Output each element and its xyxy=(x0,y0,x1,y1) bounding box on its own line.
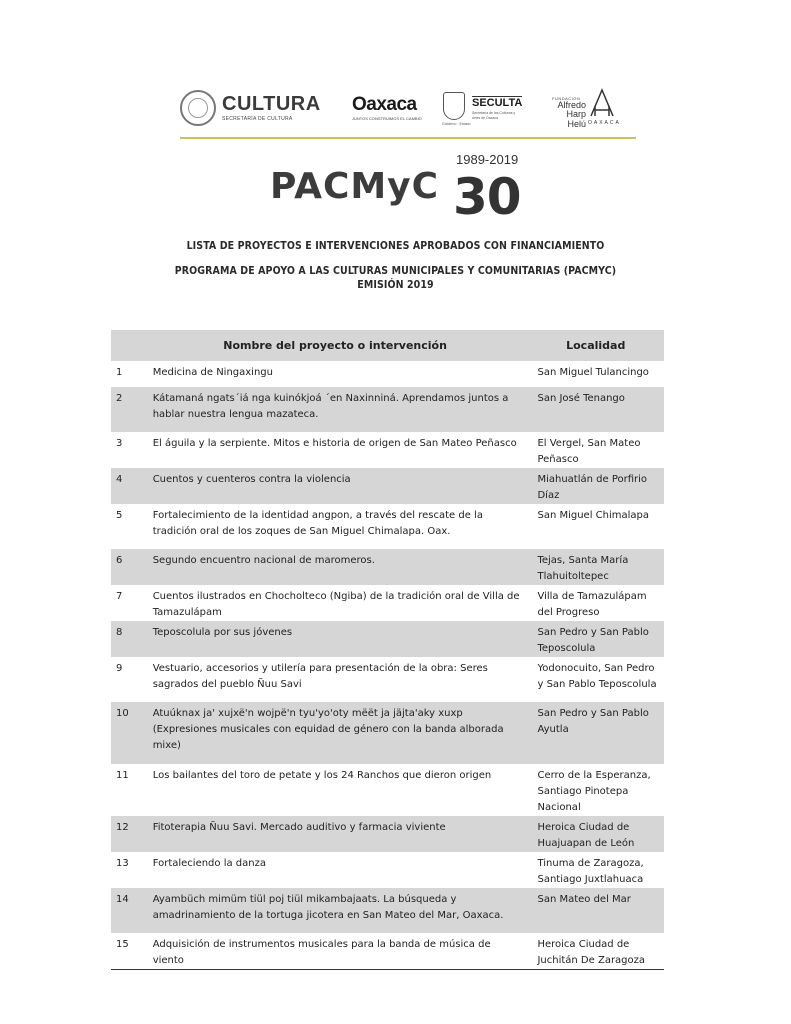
secult-logo-sub: Secretaría de las Culturas y Artes de Oaxaca xyxy=(472,111,516,120)
fundacion-logo xyxy=(552,88,622,128)
pacmyc-years: 1989-2019 xyxy=(456,152,519,167)
row-loc: San José Tenango xyxy=(537,393,625,404)
table-row xyxy=(111,816,664,852)
row-name: Cuentos ilustrados en Chocholteco (Ngiba) de la tradición oral de Villa de Tamazulápam xyxy=(152,591,520,618)
row-name: Fortaleciendo la danza xyxy=(152,858,266,869)
col-name-header: Nombre del proyecto o intervención xyxy=(223,339,447,352)
row-num: 15 xyxy=(116,939,129,950)
row-loc: San Pedro y San Pablo Ayutla xyxy=(537,708,649,735)
fundacion-label: FUNDACIÓN xyxy=(552,96,581,101)
table-row xyxy=(111,621,664,657)
row-name: Adquisición de instrumentos musicales para la banda de música de viento xyxy=(152,939,491,966)
table-row xyxy=(111,468,664,504)
row-name: Fitoterapia Ñuu Savi. Mercado auditivo y farmacia viviente xyxy=(152,822,446,833)
oaxaca-shield-caption: Gobierno · Estado xyxy=(442,122,471,126)
cultura-logo xyxy=(180,88,321,128)
row-num: 5 xyxy=(116,510,123,521)
row-loc: Tinuma de Zaragoza, Santiago Juxtlahuaca xyxy=(537,858,644,885)
row-loc: Miahuatlán de Porfirio Díaz xyxy=(537,474,648,501)
program-title: PROGRAMA DE APOYO A LAS CULTURAS MUNICIPALES Y COMUNITARIAS (PACMYC) xyxy=(174,265,617,277)
table-row xyxy=(111,361,664,387)
row-num: 12 xyxy=(116,822,129,833)
header-divider xyxy=(180,137,636,139)
projects-table xyxy=(111,330,664,970)
pacmyc-anniversary: 30 xyxy=(453,168,521,226)
row-name: Medicina de Ningaxingu xyxy=(152,367,273,378)
cultura-logo-name: CULTURA xyxy=(222,93,321,115)
row-name: Teposcolula por sus jóvenes xyxy=(152,627,293,638)
secult-logo-name: SECULTA xyxy=(472,97,523,110)
row-num: 14 xyxy=(116,894,129,905)
row-loc: San Mateo del Mar xyxy=(537,894,631,905)
table-row xyxy=(111,504,664,549)
row-loc: Heroica Ciudad de Huajuapan de León xyxy=(537,822,635,849)
fundacion-name xyxy=(552,101,586,129)
secult-logo xyxy=(472,88,522,128)
table-row xyxy=(111,764,664,816)
row-name: Ayambüch mimüm tiül poj tiül mikambajaats. La búsqueda y amadrinamiento de la tortuga jicotera en San Mateo del Mar, Oaxaca. xyxy=(152,894,504,921)
row-loc: Villa de Tamazulápam del Progreso xyxy=(537,591,647,618)
row-num: 1 xyxy=(116,367,123,378)
table-row xyxy=(111,549,664,585)
table-row xyxy=(111,702,664,764)
oaxaca-shield-icon xyxy=(443,92,465,120)
fundacion-name-line1: Alfredo xyxy=(557,100,586,110)
table-header-row xyxy=(111,330,664,361)
pacmyc-name: PACMyC xyxy=(270,166,440,207)
row-name: Atuúknax ja' xujxë'n wojpë'n tyu'yo'oty mëët ja jäjta'aky xuxp (Expresiones musicales con equidad de género con la banda alborada mixe) xyxy=(152,708,504,751)
row-name: Cuentos y cuenteros contra la violencia xyxy=(152,474,351,485)
table-row xyxy=(111,432,664,468)
oaxaca-logo-name: Oaxaca xyxy=(352,94,417,115)
row-num: 8 xyxy=(116,627,123,638)
oaxaca-logo xyxy=(352,88,422,128)
table-row xyxy=(111,888,664,933)
emission-title: EMISIÓN 2019 xyxy=(357,279,434,291)
row-num: 9 xyxy=(116,663,123,674)
row-loc: San Miguel Tulancingo xyxy=(537,367,649,378)
row-num: 2 xyxy=(116,393,123,404)
row-loc: San Miguel Chimalapa xyxy=(537,510,650,521)
fundacion-name-line2: Harp Helú xyxy=(566,109,586,129)
row-loc: Cerro de la Esperanza, Santiago Pinotepa Nacional xyxy=(537,770,651,813)
row-num: 13 xyxy=(116,858,129,869)
fundacion-city: OAXACA xyxy=(588,120,621,126)
table-row xyxy=(111,933,664,970)
cultura-logo-sub: SECRETARÍA DE CULTURA xyxy=(222,116,293,122)
row-name: Los bailantes del toro de petate y los 24 Ranchos que dieron origen xyxy=(152,770,492,781)
row-name: El águila y la serpiente. Mitos e historia de origen de San Mateo Peñasco xyxy=(152,438,517,449)
row-loc: San Pedro y San Pablo Teposcolula xyxy=(537,627,649,654)
col-num-header xyxy=(111,330,143,361)
row-name: Segundo encuentro nacional de maromeros. xyxy=(152,555,375,566)
row-num: 6 xyxy=(116,555,123,566)
row-loc: El Vergel, San Mateo Peñasco xyxy=(537,438,641,465)
list-title: LISTA DE PROYECTOS E INTERVENCIONES APROBADOS CON FINANCIAMIENTO xyxy=(186,240,605,252)
row-num: 3 xyxy=(116,438,123,449)
row-name: Vestuario, accesorios y utilería para presentación de la obra: Seres sagrados del pueblo Ñuu Savi xyxy=(152,663,488,690)
table-row xyxy=(111,657,664,702)
mexico-seal-icon xyxy=(180,90,216,126)
row-num: 4 xyxy=(116,474,123,485)
row-num: 7 xyxy=(116,591,123,602)
table-row xyxy=(111,585,664,621)
row-loc: Yodonocuito, San Pedro y San Pablo Teposcolula xyxy=(537,663,657,690)
fundacion-mark-icon xyxy=(589,88,615,118)
row-num: 10 xyxy=(116,708,129,719)
table-row xyxy=(111,852,664,888)
table-row xyxy=(111,387,664,432)
row-num: 11 xyxy=(116,770,129,781)
col-loc-header: Localidad xyxy=(566,339,626,352)
oaxaca-logo-sub: JUNTOS CONSTRUIMOS EL CAMBIO xyxy=(352,116,422,121)
row-loc: Tejas, Santa María Tlahuitoltepec xyxy=(537,555,629,582)
header-logos xyxy=(180,88,620,128)
row-loc: Heroica Ciudad de Juchitán De Zaragoza xyxy=(537,939,646,966)
row-name: Kátamaná ngats´iá nga kuinókjoá ´en Naxinniná. Aprendamos juntos a hablar nuestra lengua mazateca. xyxy=(152,393,509,420)
row-name: Fortalecimiento de la identidad angpon, a través del rescate de la tradición oral de los zoques de San Miguel Chimalapa. Oax. xyxy=(152,510,483,537)
